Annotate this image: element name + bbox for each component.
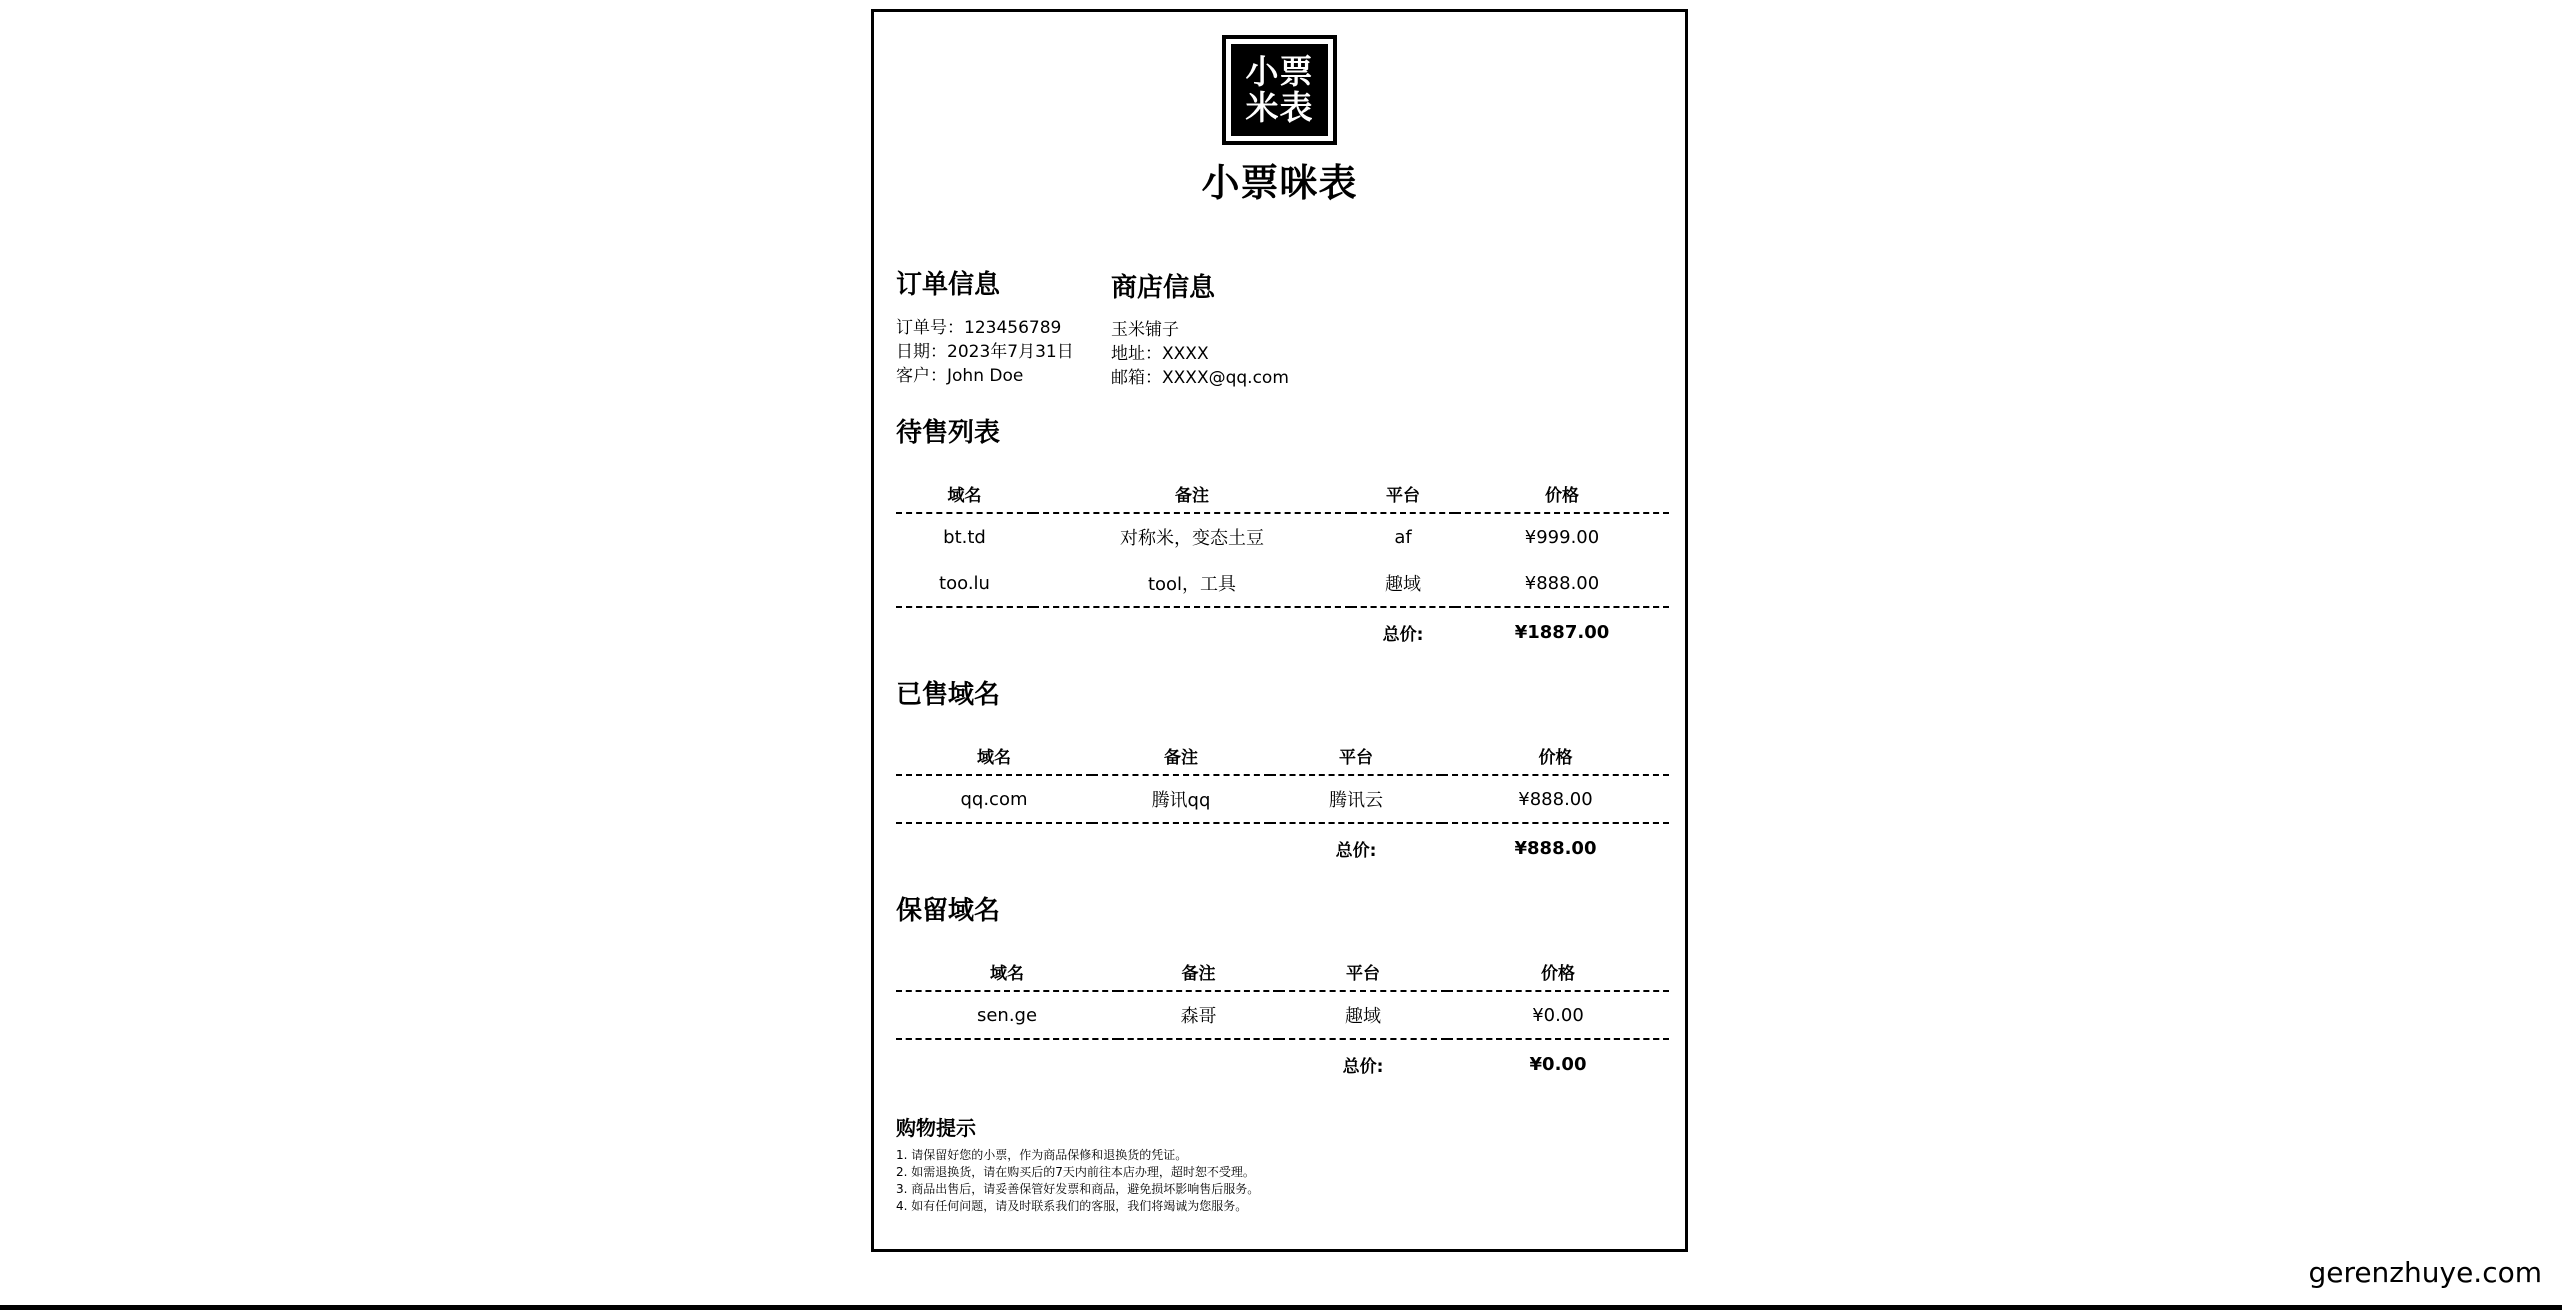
column-header: 平台 <box>1270 736 1442 775</box>
tip-item: 4. 如有任何问题，请及时联系我们的客服，我们将竭诚为您服务。 <box>896 1199 1248 1213</box>
cell-note: 对称米，变态土豆 <box>1120 528 1264 549</box>
for-sale-heading: 待售列表 <box>896 418 1001 448</box>
cell-price: ¥0.00 <box>1447 991 1669 1039</box>
total-value: ¥1887.00 <box>1514 621 1610 643</box>
order-info <box>896 316 1074 388</box>
total-row <box>896 607 1669 656</box>
reserved-heading: 保留域名 <box>896 896 1001 926</box>
cell-domain: too.lu <box>896 560 1033 607</box>
cell-note: 腾讯qq <box>1092 775 1270 823</box>
watermark: gerenzhuye.com <box>2308 1256 2542 1289</box>
total-label: 总价: <box>1382 624 1424 645</box>
table-row <box>896 560 1669 607</box>
store-email: 邮箱：XXXX@qq.com <box>1111 368 1289 388</box>
order-customer: 客户：John Doe <box>896 366 1024 386</box>
reserved-table <box>896 952 1669 1088</box>
column-header: 备注 <box>1033 474 1351 513</box>
tip-item: 2. 如需退换货，请在购买后的7天内前往本店办理，超时恕不受理。 <box>896 1165 1255 1179</box>
column-header: 平台 <box>1279 952 1447 991</box>
column-header: 备注 <box>1118 952 1279 991</box>
order-number: 订单号：123456789 <box>896 318 1062 338</box>
total-row <box>896 823 1669 872</box>
cell-domain: bt.td <box>943 526 986 548</box>
column-header: 价格 <box>1442 736 1669 775</box>
logo-line-2: 米表 <box>1245 88 1314 127</box>
tip-item: 1. 请保留好您的小票，作为商品保修和退换货的凭证。 <box>896 1148 1188 1162</box>
logo-mark <box>1231 44 1328 136</box>
column-header: 价格 <box>1455 474 1669 513</box>
total-value: ¥888.00 <box>1514 837 1597 859</box>
cell-domain: qq.com <box>896 775 1092 823</box>
tips-heading: 购物提示 <box>896 1116 976 1140</box>
column-header: 域名 <box>896 736 1092 775</box>
brand-name: 小票咪表 <box>1201 161 1358 205</box>
table-header-row <box>896 952 1669 991</box>
for-sale-table <box>896 474 1669 656</box>
tips-list <box>896 1147 1259 1215</box>
sold-table <box>896 736 1669 872</box>
column-header: 备注 <box>1092 736 1270 775</box>
cell-platform: af <box>1394 526 1412 548</box>
order-info-heading: 订单信息 <box>896 270 1001 300</box>
total-value: ¥0.00 <box>1529 1053 1587 1075</box>
table-row <box>896 991 1669 1039</box>
cell-platform: 趣域 <box>1351 560 1455 607</box>
column-header: 域名 <box>896 952 1118 991</box>
logo <box>1222 35 1337 145</box>
store-name: 玉米铺子 <box>1111 320 1179 340</box>
cell-platform: 腾讯云 <box>1270 775 1442 823</box>
table-header-row <box>896 474 1669 513</box>
tip-item: 3. 商品出售后，请妥善保管好发票和商品，避免损坏影响售后服务。 <box>896 1182 1260 1196</box>
column-header: 价格 <box>1447 952 1669 991</box>
total-row <box>896 1039 1669 1088</box>
table-header-row <box>896 736 1669 775</box>
cell-domain: sen.ge <box>896 991 1118 1039</box>
logo-wrap <box>874 35 1685 145</box>
table-row <box>896 775 1669 823</box>
cell-price: ¥888.00 <box>1442 775 1669 823</box>
store-address: 地址：XXXX <box>1111 344 1209 364</box>
cell-price: ¥888.00 <box>1455 560 1669 607</box>
column-header: 域名 <box>896 474 1033 513</box>
store-info-heading: 商店信息 <box>1111 273 1216 303</box>
order-date: 日期：2023年7月31日 <box>896 342 1074 362</box>
table-row <box>896 513 1669 560</box>
bottom-divider <box>0 1305 2562 1310</box>
cell-platform: 趣域 <box>1279 991 1447 1039</box>
store-info <box>1111 318 1289 390</box>
cell-note: 森哥 <box>1118 991 1279 1039</box>
total-label: 总价: <box>1335 840 1377 861</box>
column-header: 平台 <box>1351 474 1455 513</box>
cell-price: ¥999.00 <box>1524 526 1600 548</box>
logo-line-1: 小票 <box>1245 52 1314 91</box>
total-label: 总价: <box>1342 1056 1384 1077</box>
cell-note: tool，工具 <box>1033 560 1351 607</box>
sold-heading: 已售域名 <box>896 680 1001 710</box>
receipt <box>871 9 1688 1252</box>
